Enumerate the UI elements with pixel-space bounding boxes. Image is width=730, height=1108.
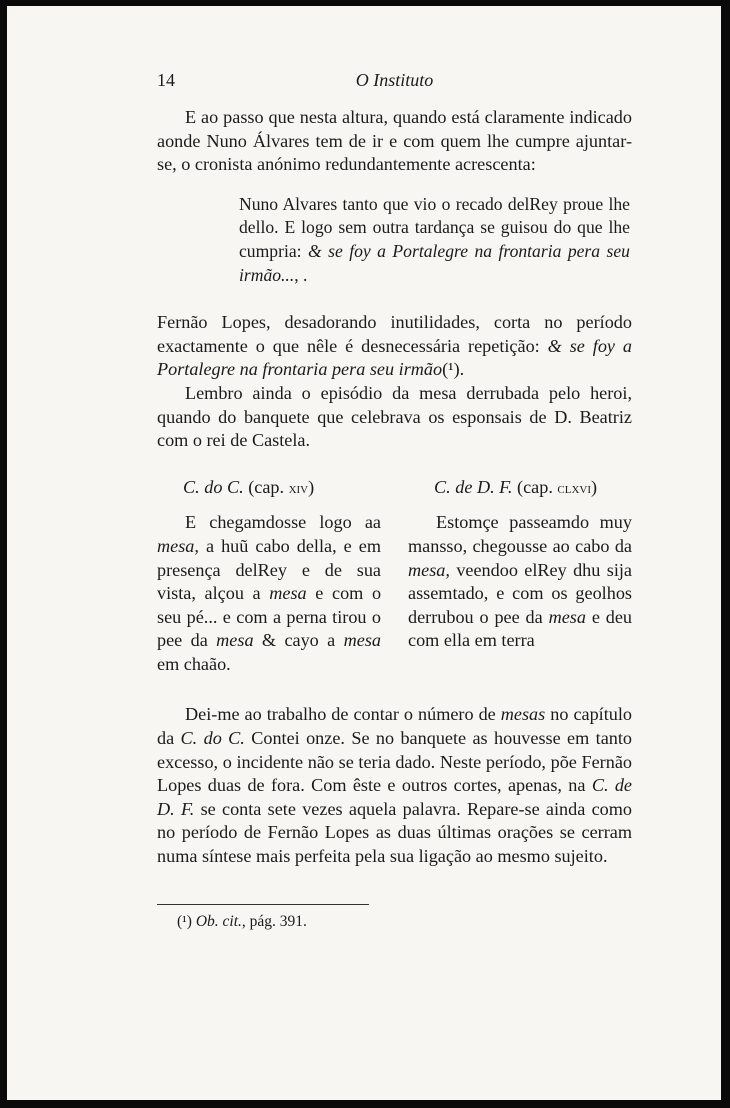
italic-run: C. do C.	[180, 728, 245, 749]
column-left-cap-number: xiv	[288, 480, 309, 497]
column-left	[157, 476, 381, 677]
italic-run: mesa,	[157, 535, 199, 556]
column-right-cap-close: )	[591, 476, 598, 497]
text-run: e deu com ella em terra	[408, 606, 633, 651]
column-right-heading	[434, 476, 632, 502]
body-text	[157, 106, 632, 869]
quote-italic: & se foy a Portalegre na frontaria pera seu irmão...	[239, 240, 630, 285]
text-run: em chaão.	[157, 653, 231, 674]
column-right-text	[408, 511, 632, 653]
paragraph-3: Lembro ainda o episódio da mesa derrubada pelo heroi, quando do banquete que celebrava os esponsais de D. Beatriz com o rei de Castela.	[157, 382, 632, 451]
italic-run: C. de D. F.	[157, 775, 632, 819]
text-run: E chegamdosse logo aa	[185, 512, 381, 533]
paragraph-2-italic: & se foy a Portalegre na frontaria pera seu irmão	[157, 335, 632, 380]
text-run: Dei-me ao trabalho de contar o número de	[185, 704, 496, 725]
block-quote	[239, 193, 630, 287]
footnote-rule	[157, 904, 369, 905]
page-number: 14	[157, 70, 175, 90]
footnote-source: Ob. cit.	[195, 913, 242, 930]
column-right-cap-number: clxvi	[557, 480, 592, 497]
text-run: veendoo elRey dhu sija assemtado, e com os geolhos derrubou o pee da	[408, 559, 632, 627]
column-left-cap: (cap.	[248, 476, 285, 497]
page-header	[157, 70, 632, 94]
italic-run: mesa	[216, 630, 254, 651]
paragraph-2	[157, 311, 632, 382]
column-right-cap: (cap.	[517, 476, 553, 497]
paragraph-1: E ao passo que nesta altura, quando está claramente indicado aonde Nuno Álvares tem de ir e com quem lhe cumpre ajuntar-se, o cronista anónimo redundantemente acrescenta:	[157, 107, 632, 175]
paragraph-2-text: Fernão Lopes, desadorando inutilidades, corta no período exactamente o que nêle é desnecessária repetição:	[157, 312, 632, 356]
italic-run: mesa,	[408, 559, 450, 580]
column-right-source: C. de D. F.	[434, 476, 513, 497]
text-run: Contei onze. Se no banquete as houvesse em tanto excesso, o incidente não se teria dado. Neste período, põe Fernão Lopes duas de fora. Com êste e outros cortes, apenas, na	[157, 728, 633, 796]
text-run: a huũ cabo della, e em presença delRey e de sua vista, alçou a	[157, 535, 381, 604]
column-left-text	[157, 511, 381, 676]
italic-run: mesa	[269, 583, 307, 604]
text-run: Estomçe passeamdo muy mansso, chegousse ao cabo da	[408, 512, 632, 556]
text-run: no capítulo da	[157, 704, 633, 749]
text-run: e com o seu pé... e com a perna tirou o pee da	[157, 583, 382, 651]
italic-run: mesa	[548, 606, 586, 627]
quote-text: Nuno Alvares tanto que vio o recado delRey proue lhe dello. E logo sem outra tardança se guisou do que lhe cumpria:	[239, 193, 630, 261]
paragraph-2-end: .	[459, 359, 465, 380]
text-run: & cayo a	[261, 630, 336, 651]
footnote-ref: (¹)	[442, 359, 460, 380]
document-page	[7, 6, 721, 1100]
footnote-mark: (¹)	[177, 913, 192, 930]
quote-end: , .	[294, 264, 308, 285]
footnote	[177, 912, 307, 932]
italic-run: mesa	[343, 630, 381, 651]
comparison-columns	[157, 476, 632, 677]
running-title: O Instituto	[355, 70, 434, 90]
italic-run: mesas	[500, 704, 546, 725]
column-left-source: C. do C.	[183, 476, 244, 497]
column-left-heading	[183, 476, 381, 502]
paragraph-4	[157, 703, 632, 868]
footnote-text: , pág. 391.	[241, 913, 307, 930]
text-run: se conta sete vezes aquela palavra. Repare-se ainda como no período de Fernão Lopes as duas últimas orações se cerram numa síntese mais perfeita pela sua ligação ao mesmo sujeito.	[157, 798, 633, 867]
column-right	[408, 476, 632, 677]
column-left-cap-close: )	[308, 476, 315, 497]
